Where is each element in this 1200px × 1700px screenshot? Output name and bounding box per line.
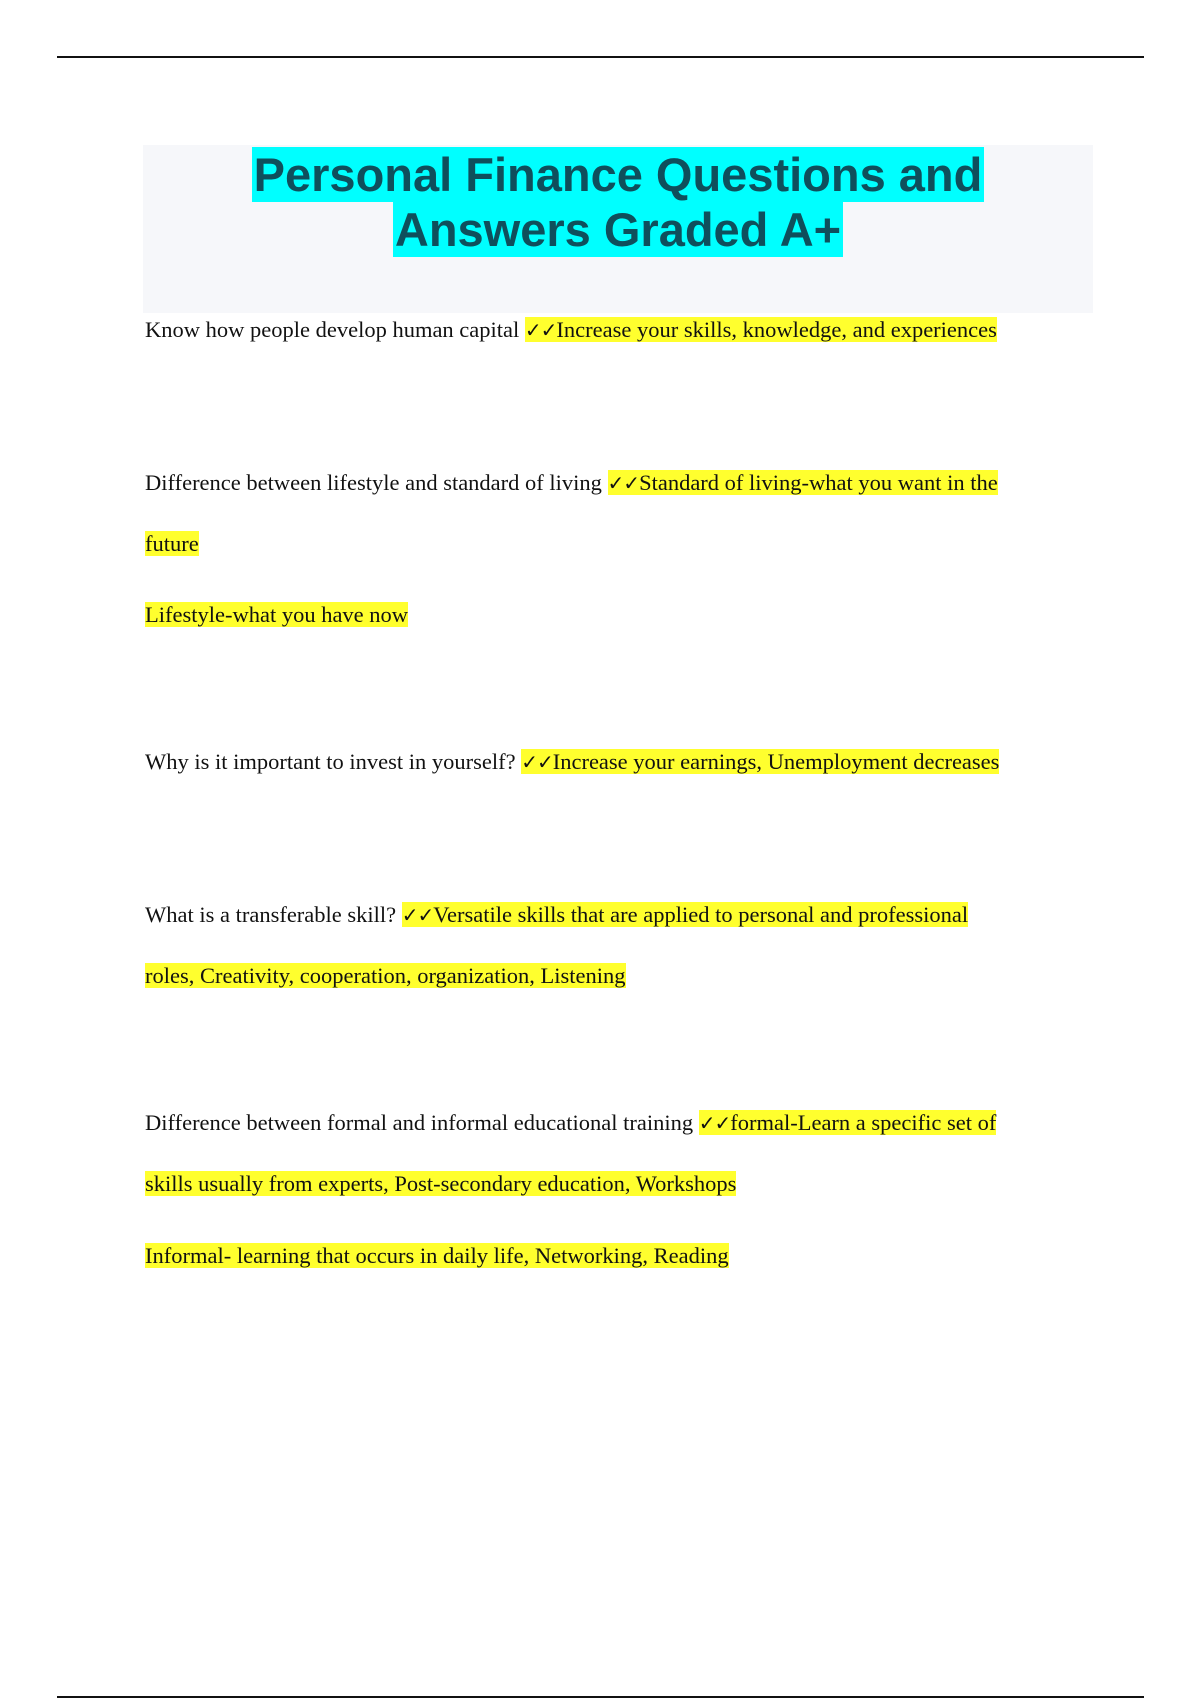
answer-highlight	[525, 317, 997, 342]
header-rule	[57, 56, 1144, 58]
answer-highlight	[699, 1110, 997, 1135]
check-icon: ✓✓	[524, 318, 557, 342]
qa-line	[145, 900, 968, 930]
answer-highlight	[402, 902, 968, 927]
answer-line	[145, 961, 626, 991]
answer-text: Increase your earnings, Unemployment decreases	[552, 749, 1000, 774]
answer-text: roles, Creativity, cooperation, organization, Listening	[145, 963, 626, 988]
answer-text: formal-Learn a specific set of	[730, 1110, 997, 1135]
question-text: What is a transferable skill?	[145, 902, 397, 927]
answer-highlight	[608, 470, 998, 495]
title-line-2: Answers Graded A+	[394, 203, 842, 256]
check-icon: ✓✓	[521, 750, 553, 774]
check-icon: ✓✓	[607, 471, 640, 495]
answer-text: Informal- learning that occurs in daily life, Networking, Reading	[145, 1243, 729, 1268]
qa-line	[145, 747, 999, 777]
question-text: Know how people develop human capital	[145, 317, 520, 342]
qa-line	[145, 315, 997, 345]
answer-highlight	[521, 749, 999, 774]
answer-text: skills usually from experts, Post-secondary education, Workshops	[145, 1171, 737, 1196]
answer-text: Lifestyle-what you have now	[145, 602, 409, 627]
answer-line	[145, 1241, 729, 1271]
qa-line	[145, 468, 998, 498]
qa-line	[145, 1108, 996, 1138]
answer-line	[145, 1169, 736, 1199]
answer-line	[145, 529, 199, 559]
check-icon: ✓✓	[698, 1111, 731, 1135]
question-text: Difference between lifestyle and standard of living	[145, 470, 602, 495]
answer-text: future	[145, 531, 199, 556]
footer-rule	[57, 1696, 1144, 1698]
answer-text: Versatile skills that are applied to personal and professional	[433, 902, 969, 927]
document-title	[143, 147, 1093, 257]
answer-text: Increase your skills, knowledge, and experiences	[556, 317, 997, 342]
title-line-1: Personal Finance Questions and	[253, 148, 983, 201]
answer-text: Standard of living-what you want in the	[639, 470, 998, 495]
check-icon: ✓✓	[401, 903, 434, 927]
answer-line	[145, 600, 408, 630]
question-text: Difference between formal and informal educational training	[145, 1110, 694, 1135]
question-text: Why is it important to invest in yourself?	[145, 749, 516, 774]
